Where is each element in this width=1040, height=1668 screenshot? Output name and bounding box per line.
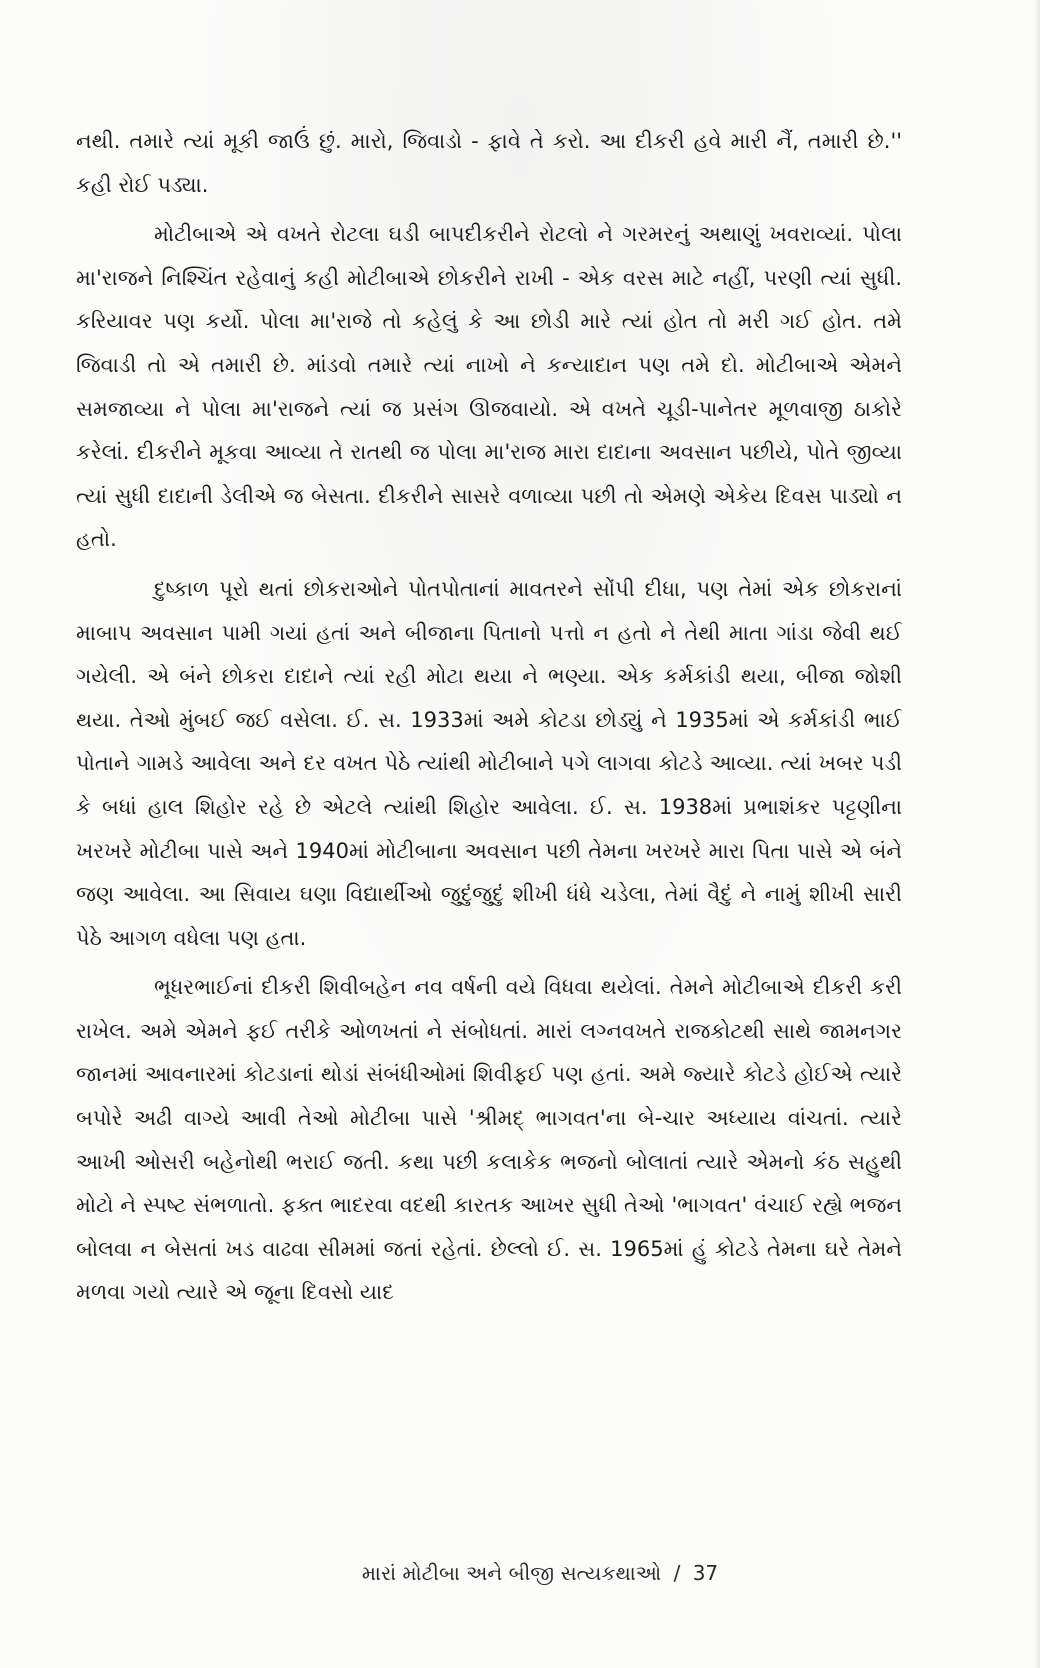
footer-book-title: મારાં મોટીબા અને બીજી સત્યકથાઓ — [361, 1561, 662, 1585]
scan-edge-shadow — [1034, 0, 1040, 1668]
footer-separator: / — [673, 1561, 681, 1585]
paragraph-3: દુષ્કાળ પૂરો થતાં છોકરાઓને પોતપોતાનાં માવતરને સોંપી દીધા, પણ તેમાં એક છોકરાનાં માબાપ અવસાન પામી ગયાં હતાં અને બીજાના પિતાનો પત્તો ન હતો ને તેથી માતા ગાંડા જેવી થઈ ગયેલી. એ બંને છોકરા દાદાને ત્યાં રહી મોટા થયા ને ભણ્યા. એક કર્મકાંડી થયા, બીજા જોશી થયા. તેઓ મુંબઈ જઈ વસેલા. ઈ. સ. 1933માં અમે કોટડા છોડ્યું ને 1935માં એ કર્મકાંડી ભાઈ પોતાને ગામડે આવેલા અને દર વખત પેઠે ત્યાંથી મોટીબાને પગે લાગવા કોટડે આવ્યા. ત્યાં ખબર પડી કે બધાં હાલ શિહોર રહે છે એટલે ત્યાંથી શિહોર આવેલા. ઈ. સ. 1938માં પ્રભાશંકર પટ્ટણીના ખરખરે મોટીબા પાસે અને 1940માં મોટીબાના અવસાન પછી તેમના ખરખરે મારા પિતા પાસે એ બંને જણ આવેલા. આ સિવાય ઘણા વિદ્યાર્થીઓ જુદુંજુદું શીખી ધંધે ચડેલા, તેમાં વૈદું ને નામું શીખી સારી પેઠે આગળ વધેલા પણ હતા. — [76, 576, 902, 950]
footer-page-number: 37 — [692, 1561, 719, 1585]
page-footer — [0, 1561, 1040, 1585]
paragraph-1: નથી. તમારે ત્યાં મૂકી જાઉં છું. મારો, જિવાડો - ફાવે તે કરો. આ દીકરી હવે મારી નૈં, તમારી છે.'' કહી રોઈ પડ્યા. — [76, 129, 902, 197]
paragraph-4: ભૂધરભાઈનાં દીકરી શિવીબહેન નવ વર્ષની વયે વિધવા થયેલાં. તેમને મોટીબાએ દીકરી કરી રાખેલ. અમે એમને ફઈ તરીકે ઓળખતાં ને સંબોધતાં. મારાં લગ્નવખતે રાજકોટથી સાથે જામનગર જાનમાં આવનારમાં કોટડાનાં થોડાં સંબંધીઓમાં શિવીફઈ પણ હતાં. અમે જ્યારે કોટડે હોઈએ ત્યારે બપોરે અઢી વાગ્યે આવી તેઓ મોટીબા પાસે 'શ્રીમદ્ ભાગવત'ના બે-ચાર અધ્યાય વાંચતાં. ત્યારે આખી ઓસરી બહેનોથી ભરાઈ જતી. કથા પછી કલાકેક ભજનો બોલાતાં ત્યારે એમનો કંઠ સહુથી મોટો ને સ્પષ્ટ સંભળાતો. ફક્ત ભાદરવા વદથી કારતક આખર સુધી તેઓ 'ભાગવત' વંચાઈ રહ્યે ભજન બોલવા ન બેસતાં ખડ વાઢવા સીમમાં જતાં રહેતાં. છેલ્લો ઈ. સ. 1965માં હું કોટડે તેમના ઘરે તેમને મળવા ગયો ત્યારે એ જૂના દિવસો યાદ — [76, 975, 902, 1305]
page-body-text — [76, 120, 902, 1530]
paragraph-2: મોટીબાએ એ વખતે રોટલા ઘડી બાપદીકરીને રોટલો ને ગરમરનું અથાણું ખવરાવ્યાં. પોલા મા'રાજને નિશ્ચિંત રહેવાનું કહી મોટીબાએ છોકરીને રાખી - એક વરસ માટે નહીં, પરણી ત્યાં સુધી. કરિયાવર પણ કર્યો. પોલા મા'રાજે તો કહેલું કે આ છોડી મારે ત્યાં હોત તો મરી ગઈ હોત. તમે જિવાડી તો એ તમારી છે. માંડવો તમારે ત્યાં નાખો ને કન્યાદાન પણ તમે દો. મોટીબાએ એમને સમજાવ્યા ને પોલા મા'રાજને ત્યાં જ પ્રસંગ ઊજવાયો. એ વખતે ચૂડી-પાનેતર મૂળવાજી ઠાકોરે કરેલાં. દીકરીને મૂકવા આવ્યા તે રાતથી જ પોલા મા'રાજ મારા દાદાના અવસાન પછીયે, પોતે જીવ્યા ત્યાં સુધી દાદાની ડેલીએ જ બેસતા. દીકરીને સાસરે વળાવ્યા પછી તો એમણે એકેય દિવસ પાડ્યો ન હતો. — [76, 222, 902, 552]
